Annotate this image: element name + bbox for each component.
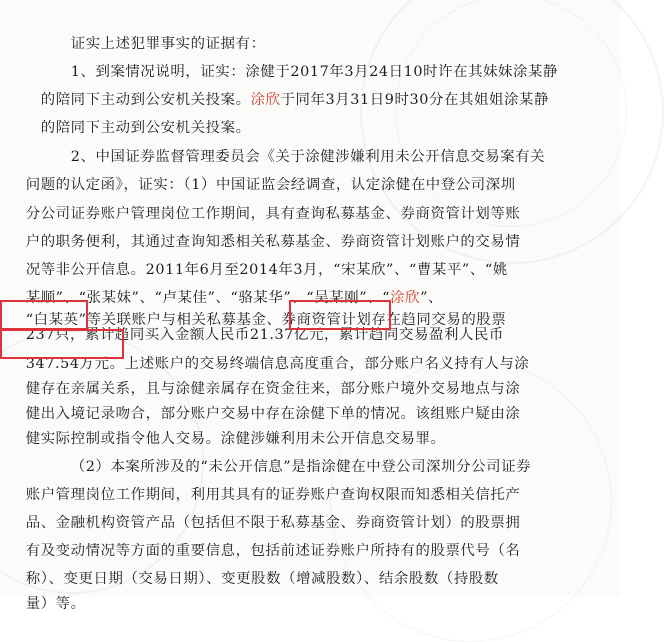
line-text: 累计趋同交易盈利人民币 xyxy=(339,327,504,343)
boxed-profit-amount: 347.54万元。 xyxy=(25,356,125,372)
annotation-box-profit-amount xyxy=(0,329,124,359)
line-text: 2、中国证券监督管理委员会《关于涂健涉嫌利用未公开信息交易案有关 xyxy=(70,149,546,165)
highlighted-name: 涂欣 xyxy=(390,290,421,306)
line-text: 的陪同下主动到公安机关投案。 xyxy=(40,120,251,136)
line-text: 品、金融机构资管产品（包括但不限于私募基金、券商资管计划）的股票拥 xyxy=(25,515,521,531)
line-text: 健存在亲属关系，且与涂健亲属存在资金往来，部分账户境外交易地点与涂 xyxy=(25,381,521,397)
line-text: 1、到案情况说明，证实：涂健于2017年3月24日10时许在其妹妹涂某静 xyxy=(70,64,559,80)
line-text: 的陪同下主动到公安机关投案。 xyxy=(40,92,251,108)
line-text: 累计趋同买入金额人民币 xyxy=(84,327,250,343)
line-text: 于同年3月31日9时30分在其姐姐涂某静 xyxy=(280,92,549,108)
line-text: 上述账户的交易终端信息高度重合，部分账户名义持有人与涂 xyxy=(124,356,530,372)
line-text: 称）、变更日期（交易日期）、变更股数（增减股数）、结余股数（持股数 xyxy=(25,571,499,587)
line-text: 问题的认定函》，证实：（1）中国证监会经调查，认定涂健在中登公司深圳 xyxy=(25,177,516,193)
line-text: 某顺”、“张某妹”、“卢某佳”、“骆某华”、“吴某刚”、“ xyxy=(25,290,391,306)
text-line xyxy=(5,574,86,634)
line-text: 账户管理岗位工作期间，利用其具有的证券账户查询权限而知悉相关信托产 xyxy=(25,487,521,503)
line-text: 健实际控制或指令他人交易。涂健涉嫌利用未公开信息交易罪。 xyxy=(25,431,446,447)
annotation-box-buy-amount xyxy=(289,300,391,330)
line-text: 证实上述犯罪事实的证据有： xyxy=(70,36,266,52)
line-text: （2）本案所涉及的“未公开信息”是指涂健在中登公司深圳分公司证券 xyxy=(70,459,532,475)
line-text: ”、 xyxy=(420,290,444,306)
boxed-stock-count: 237只， xyxy=(25,327,85,343)
line-text: 户的职务便利，其通过查询知悉相关私募基金、券商资管计划账户的交易情 xyxy=(25,234,521,250)
highlighted-name: 涂欣 xyxy=(250,92,281,108)
line-text: 况等非公开信息。2011年6月至2014年3月，“宋某欣”、“曹某平”、“姚 xyxy=(25,262,508,278)
line-text: 分公司证券账户管理岗位工作期间，具有查询私募基金、券商资管计划等账 xyxy=(25,206,521,222)
annotation-box-stock-count xyxy=(0,300,88,330)
line-text: “白某英”等关联账户与相关私募基金、券商资管计划存在趋同交易的股票 xyxy=(25,312,507,328)
line-text: 有及变动情况等方面的重要信息，包括前述证券账户所持有的股票代号（名 xyxy=(25,543,521,559)
line-text: 量）等。 xyxy=(25,596,86,612)
line-text: 健出入境记录吻合，部分账户交易中存在涂健下单的情况。该组账户疑由涂 xyxy=(25,406,521,422)
boxed-buy-amount: 21.37亿元， xyxy=(249,327,340,343)
